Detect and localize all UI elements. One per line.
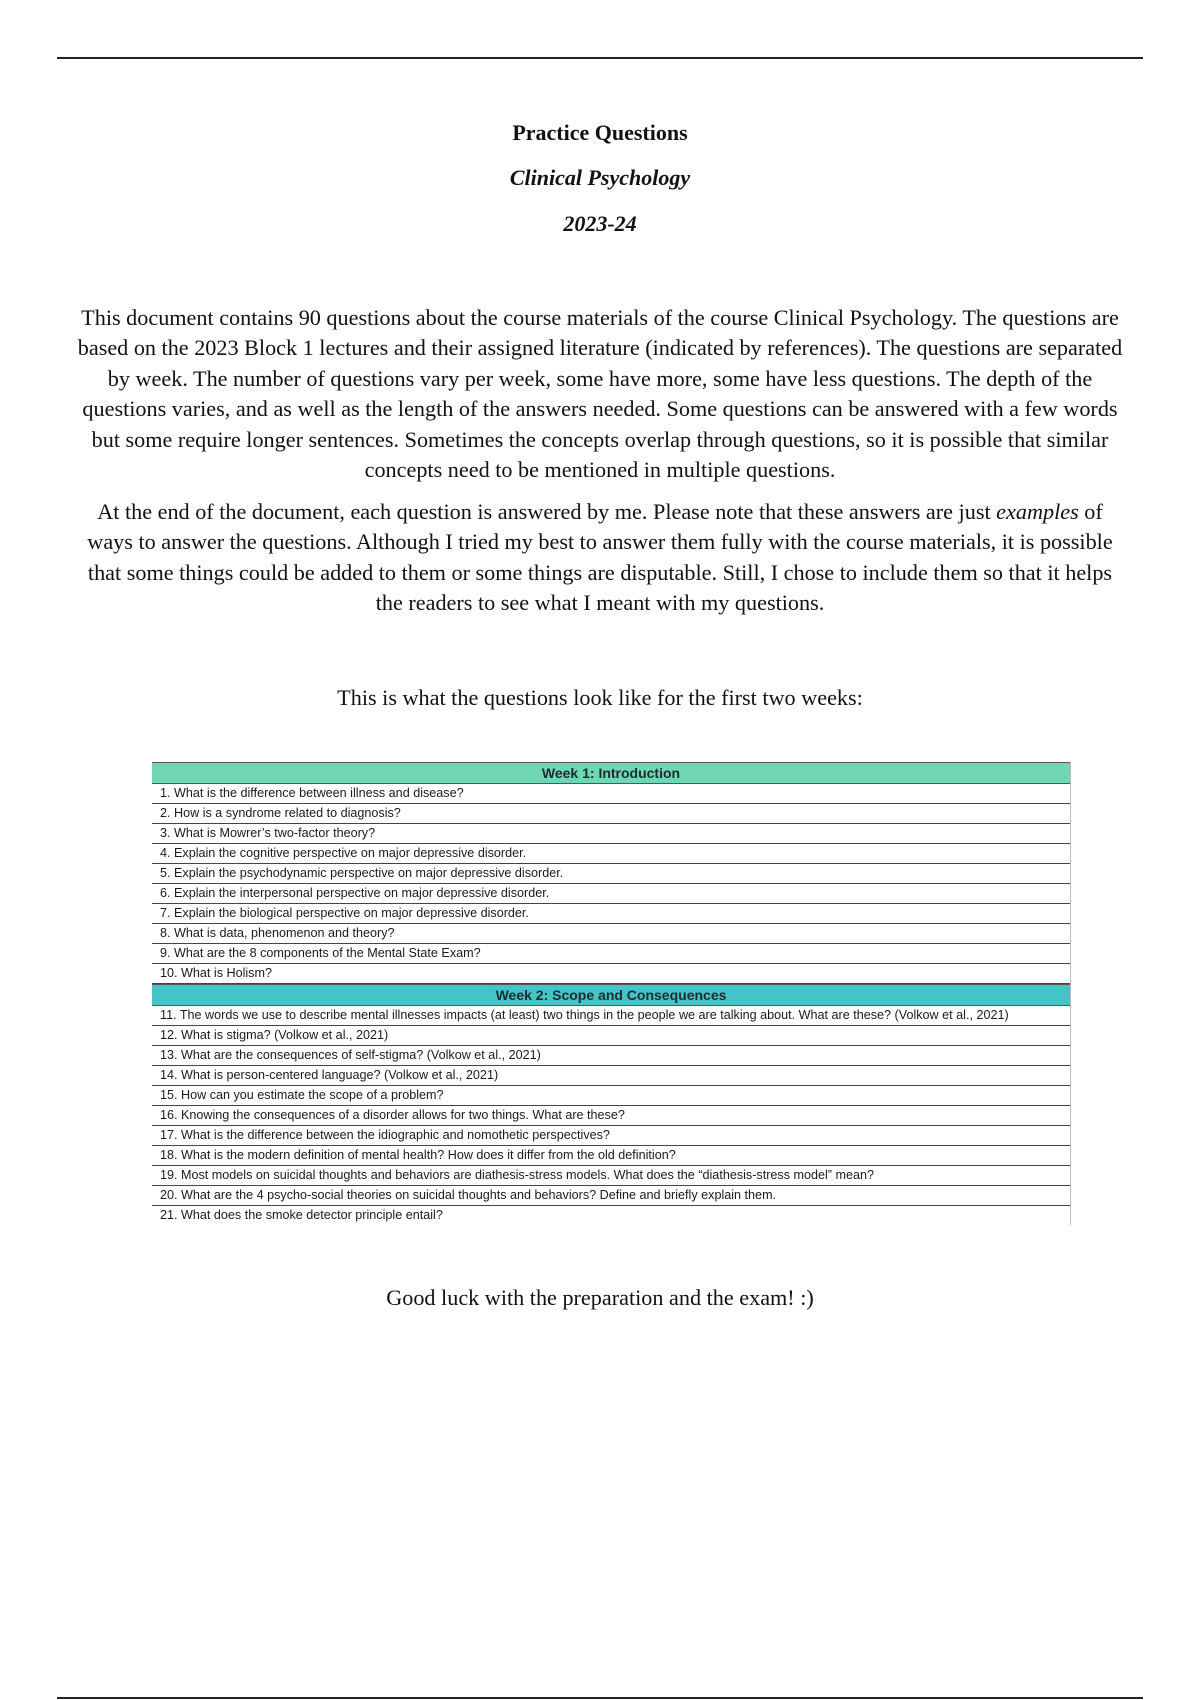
document-title: Practice Questions [512, 120, 688, 145]
bottom-rule [57, 1697, 1143, 1699]
question-row: 12. What is stigma? (Volkow et al., 2021) [152, 1026, 1070, 1046]
question-row: 18. What is the modern definition of mental health? How does it differ from the old definition? [152, 1146, 1070, 1166]
answers-paragraph-emphasis: examples [996, 499, 1079, 524]
question-row: 19. Most models on suicidal thoughts and behaviors are diathesis-stress models. What does the “diathesis-stress model” mean? [152, 1166, 1070, 1186]
answers-paragraph [72, 497, 1128, 619]
week1-header: Week 1: Introduction [152, 762, 1070, 784]
question-row: 8. What is data, phenomenon and theory? [152, 924, 1070, 944]
question-row: 3. What is Mowrer’s two-factor theory? [152, 824, 1070, 844]
question-row: 5. Explain the psychodynamic perspective on major depressive disorder. [152, 864, 1070, 884]
top-rule [57, 57, 1143, 59]
week1-questions [152, 784, 1070, 984]
question-row: 17. What is the difference between the idiographic and nomothetic perspectives? [152, 1126, 1070, 1146]
question-row: 7. Explain the biological perspective on major depressive disorder. [152, 904, 1070, 924]
question-row: 4. Explain the cognitive perspective on major depressive disorder. [152, 844, 1070, 864]
question-row: 1. What is the difference between illness and disease? [152, 784, 1070, 804]
week2-questions [152, 1006, 1070, 1225]
question-row: 14. What is person-centered language? (Volkow et al., 2021) [152, 1066, 1070, 1086]
question-row: 16. Knowing the consequences of a disorder allows for two things. What are these? [152, 1106, 1070, 1126]
questions-table [152, 762, 1071, 1225]
question-row: 10. What is Holism? [152, 964, 1070, 984]
closing-line: Good luck with the preparation and the exam! :) [386, 1285, 814, 1310]
question-row: 11. The words we use to describe mental illnesses impacts (at least) two things in the people we are talking about. What are these? (Volkow et al., 2021) [152, 1006, 1070, 1026]
document-year: 2023-24 [563, 211, 637, 236]
question-row: 21. What does the smoke detector principle entail? [160, 1208, 443, 1222]
answers-paragraph-end: of ways to answer the questions. Although I tried my best to answer them fully with the course materials, it is possible that some things could be added to them or some things are disputable. Still, I chose to include them so that it helps the readers to see what I meant with my questions. [87, 499, 1113, 616]
question-row: 2. How is a syndrome related to diagnosis? [152, 804, 1070, 824]
document-subtitle: Clinical Psychology [509, 165, 691, 190]
table-intro-line: This is what the questions look like for the first two weeks: [337, 685, 863, 710]
question-row: 15. How can you estimate the scope of a problem? [152, 1086, 1070, 1106]
answers-paragraph-start: At the end of the document, each question is answered by me. Please note that these answers are just [97, 499, 997, 524]
intro-paragraph: This document contains 90 questions about the course materials of the course Clinical Psychology. The questions are based on the 2023 Block 1 lectures and their assigned literature (indicated by references). The questions are separated by week. The number of questions vary per week, some have more, some have less questions. The depth of the questions varies, and as well as the length of the answers needed. Some questions can be answered with a few words but some require longer sentences. Sometimes the concepts overlap through questions, so it is possible that similar concepts need to be mentioned in multiple questions. [77, 305, 1123, 483]
question-row: 13. What are the consequences of self-stigma? (Volkow et al., 2021) [152, 1046, 1070, 1066]
week2-header: Week 2: Scope and Consequences [152, 984, 1070, 1006]
question-row: 20. What are the 4 psycho-social theories on suicidal thoughts and behaviors? Define and briefly explain them. [152, 1186, 1070, 1206]
question-row: 9. What are the 8 components of the Mental State Exam? [152, 944, 1070, 964]
question-row: 6. Explain the interpersonal perspective on major depressive disorder. [152, 884, 1070, 904]
